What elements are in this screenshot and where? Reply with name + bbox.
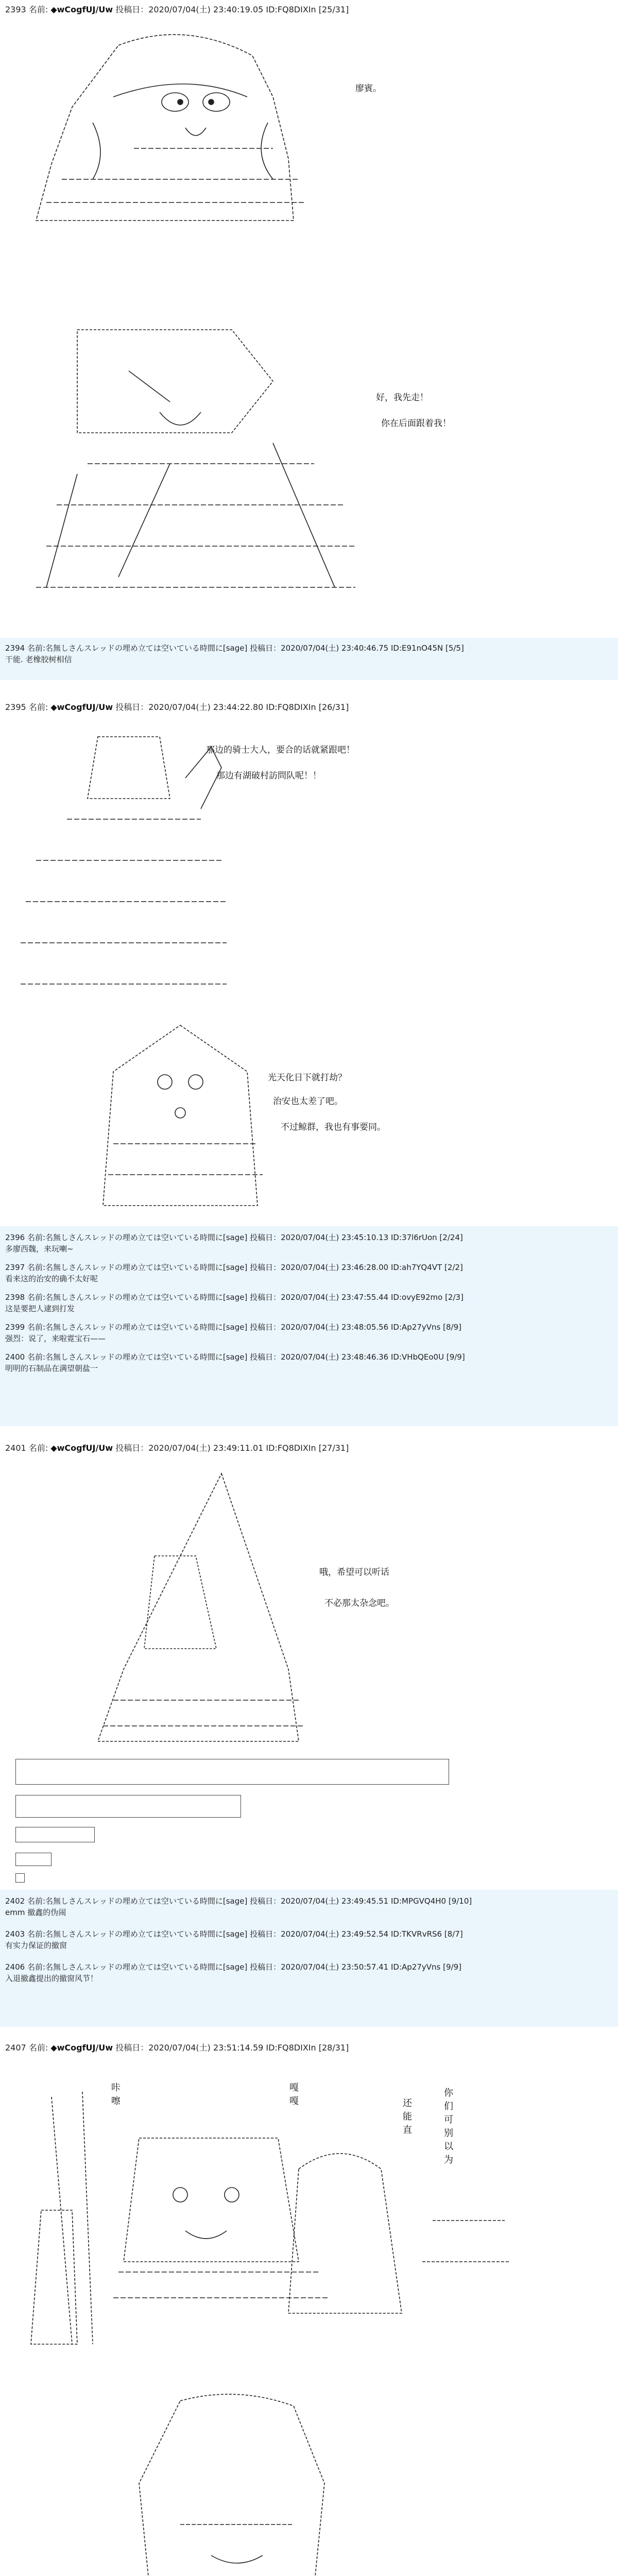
ascii-art-character-2 (26, 309, 366, 608)
placeholder-box (15, 1759, 449, 1785)
placeholder-box (15, 1827, 95, 1842)
reply-body: 多廖西魏，来玩喇~ (5, 1244, 74, 1253)
post-header-2395 (5, 702, 349, 713)
vertical-dialog: 还能直 (403, 2098, 412, 2136)
ascii-art-character-3 (15, 726, 232, 994)
reply-body: 入退撤鑫提出的撤窗风节！ (5, 1974, 98, 1983)
reply-body: 干能. 老橡胶树相信 (5, 655, 72, 664)
post-number: 2401 (5, 1443, 26, 1453)
dialog-line: 不必那太杂念吧。 (324, 1598, 394, 1608)
dialog-line: 廖賓。 (355, 83, 382, 94)
vertical-dialog: 咔嚓 (111, 2082, 121, 2107)
post-header-2393 (5, 4, 349, 15)
reply-header: 2396 名前:名無しさんスレッドの埋め立ては空いている時間に[sage] 投稿日：2020/07/04(土) 23:45:10.13 ID:37l6rUon [2/24] (5, 1233, 463, 1242)
post-meta: 投稿日：2020/07/04(土) 23:49:11.01 ID:FQ8DIXIn [27/31] (115, 1443, 349, 1453)
dialog-line: 好，我先走！ (376, 393, 428, 403)
reply-header: 2406 名前:名無しさんスレッドの埋め立ては空いている時間に[sage] 投稿日：2020/07/04(土) 23:50:57.41 ID:Ap27yVns [9/9] (5, 1962, 461, 1972)
dialog-line: 那边有湖破村訪問队呢！！ (216, 771, 321, 781)
post-meta: 投稿日：2020/07/04(土) 23:40:19.05 ID:FQ8DIXIn [25/31] (115, 5, 349, 14)
post-meta: 投稿日：2020/07/04(土) 23:44:22.80 ID:FQ8DIXIn [26/31] (115, 702, 349, 712)
reply-body: 明明的石制品在满望朝盐一 (5, 1364, 98, 1373)
reply-banner (0, 1890, 618, 2027)
ascii-art-character-7 (77, 2391, 397, 2576)
poster-name[interactable]: ◆wCogfUJ/Uw (50, 702, 113, 712)
reply-header: 2399 名前:名無しさんスレッドの埋め立ては空いている時間に[sage] 投稿日：2020/07/04(土) 23:48:05.56 ID:Ap27yVns [8/9] (5, 1323, 461, 1332)
reply-header: 2397 名前:名無しさんスレッドの埋め立ては空いている時間に[sage] 投稿日：2020/07/04(土) 23:46:28.00 ID:ah7YQ4VT [2/2] (5, 1263, 463, 1272)
post-number: 2393 (5, 5, 26, 14)
placeholder-checkbox[interactable] (15, 1873, 25, 1883)
name-label: 名前: (28, 702, 48, 712)
name-label: 名前: (28, 1443, 48, 1453)
reply-header: 2403 名前:名無しさんスレッドの埋め立ては空いている時間に[sage] 投稿日：2020/07/04(土) 23:49:52.54 ID:TKVRvRS6 [8/7] (5, 1929, 463, 1939)
poster-name[interactable]: ◆wCogfUJ/Uw (50, 2043, 113, 2053)
dialog-line: 哦，希望可以听话 (319, 1567, 389, 1578)
post-header-2401 (5, 1443, 349, 1454)
vertical-dialog: 你们可别以为 (444, 2088, 453, 2165)
ascii-art-characters-group (10, 2066, 515, 2354)
post-header-2407 (5, 2042, 349, 2054)
ascii-art-character-1 (31, 25, 340, 231)
post-number: 2395 (5, 702, 26, 712)
reply-header: 2402 名前:名無しさんスレッドの埋め立ては空いている時間に[sage] 投稿日：2020/07/04(土) 23:49:45.51 ID:MPGVQ4H0 [9/10] (5, 1896, 472, 1906)
reply-body: 强烈：说了，来啦霓宝石—— (5, 1334, 106, 1343)
dialog-line: 光天化日下就打劫？ (268, 1073, 347, 1083)
name-label: 名前: (28, 2043, 48, 2053)
reply-body: 有实力保证的撤窗 (5, 1941, 67, 1950)
post-meta: 投稿日：2020/07/04(土) 23:51:14.59 ID:FQ8DIXIn [28/31] (115, 2043, 349, 2053)
reply-header: 2394 名前:名無しさんスレッドの埋め立ては空いている時間に[sage] 投稿日：2020/07/04(土) 23:40:46.75 ID:E91nO45N [5/5] (5, 643, 464, 653)
ascii-art-character-5 (93, 1463, 309, 1752)
reply-body: emm 撤鑫的伪闹 (5, 1908, 66, 1917)
reply-body: 看来这的治安的确不太好呢 (5, 1274, 98, 1283)
post-number: 2407 (5, 2043, 26, 2053)
reply-header: 2398 名前:名無しさんスレッドの埋め立ては空いている時間に[sage] 投稿日：2020/07/04(土) 23:47:55.44 ID:ovyE92mo [2/3] (5, 1293, 464, 1302)
dialog-line: 那边的骑士大人，要合的话就紧跟吧！ (206, 745, 355, 755)
dialog-line: 你在后面跟着我！ (381, 418, 451, 429)
reply-body: 这是要把人逮到打发 (5, 1304, 75, 1313)
poster-name[interactable]: ◆wCogfUJ/Uw (50, 1443, 113, 1453)
ascii-art-character-4 (93, 1020, 268, 1216)
dialog-line: 不过鲸群，我也有事要同。 (281, 1122, 386, 1132)
name-label: 名前: (28, 5, 48, 14)
vertical-dialog: 嘎嘎 (289, 2082, 299, 2107)
reply-header: 2400 名前:名無しさんスレッドの埋め立ては空いている時間に[sage] 投稿日：2020/07/04(土) 23:48:46.36 ID:VHbQEo0U [9/9] (5, 1352, 465, 1362)
dialog-line: 治安也太差了吧。 (273, 1096, 343, 1107)
poster-name[interactable]: ◆wCogfUJ/Uw (50, 5, 113, 14)
placeholder-box (15, 1795, 241, 1818)
placeholder-box (15, 1853, 52, 1866)
